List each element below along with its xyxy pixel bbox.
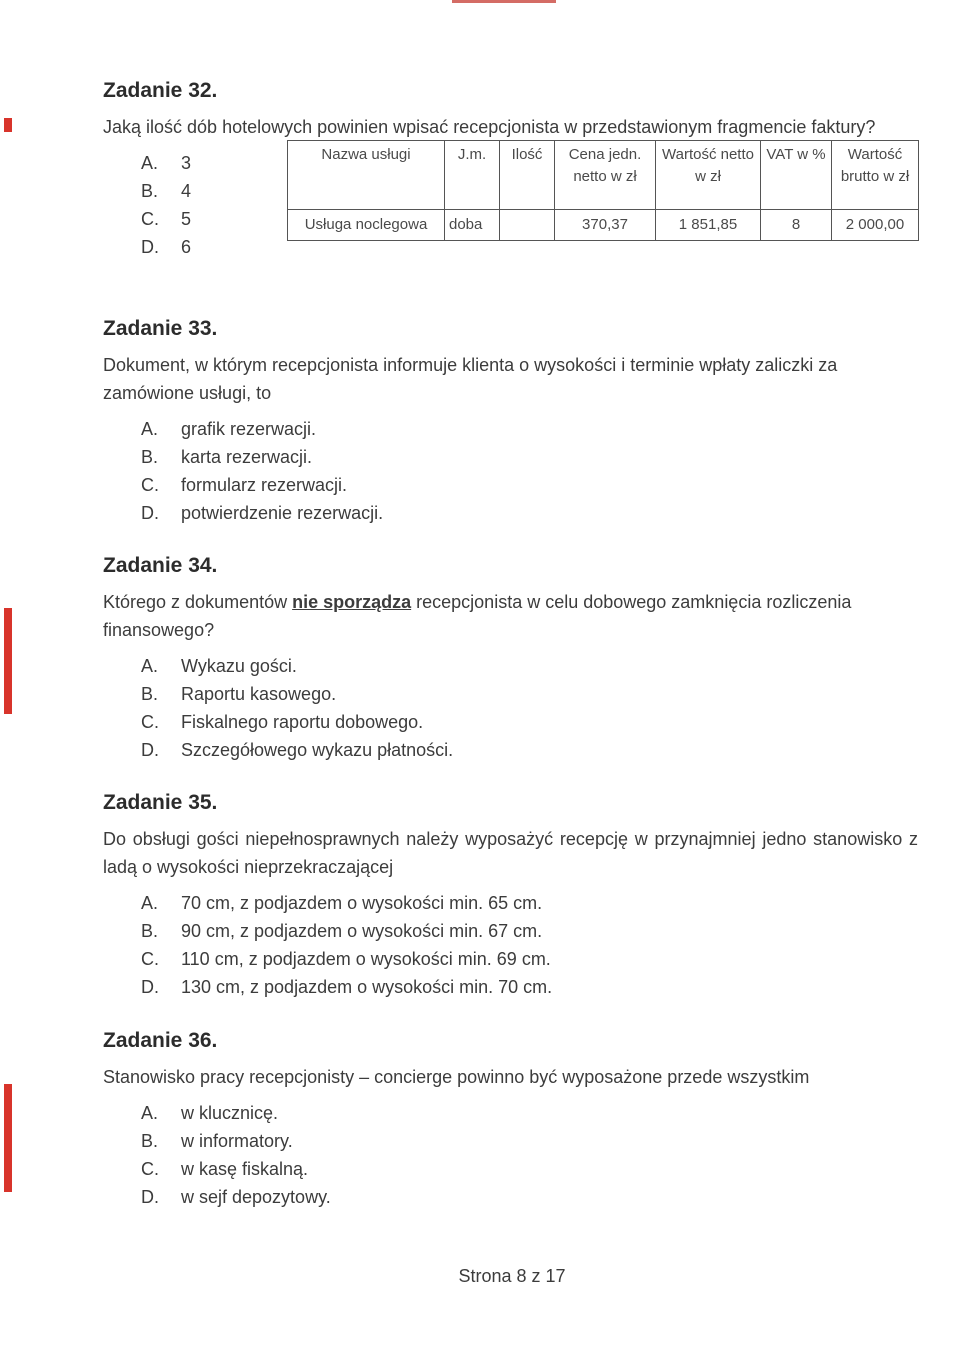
answer-option[interactable]: D. potwierdzenie rezerwacji. (141, 503, 384, 523)
task-title: Zadanie 33. (103, 317, 218, 340)
table-cell: 1 851,85 (656, 210, 761, 241)
answer-option[interactable]: D. w sejf depozytowy. (141, 1187, 331, 1207)
task-title: Zadanie 36. (103, 1029, 218, 1052)
table-cell: doba (445, 210, 500, 241)
task-question: Do obsługi gości niepełnosprawnych należy wyposażyć recepcję w przynajmniej jedno stanowisko z ladą o wysokości nieprzekraczającej (103, 829, 918, 877)
answer-option[interactable]: B. 90 cm, z podjazdem o wysokości min. 67 cm. (141, 921, 543, 941)
scan-edge-mark (4, 118, 12, 132)
col-header: Ilość (500, 141, 555, 210)
answer-option[interactable]: A. w klucznicę. (141, 1103, 279, 1123)
answer-option[interactable]: B. Raportu kasowego. (141, 684, 337, 704)
task-title: Zadanie 32. (103, 79, 218, 102)
task-title: Zadanie 34. (103, 554, 218, 577)
answer-list (103, 415, 918, 527)
task-question: Którego z dokumentów nie sporządza recepcjonista w celu dobowego zamknięcia rozliczenia finansowego? (103, 592, 852, 640)
task-title: Zadanie 35. (103, 791, 218, 814)
answer-option[interactable]: D. 6 (141, 237, 192, 257)
col-header: Wartość netto w zł (656, 141, 761, 210)
answer-option[interactable]: D. Szczegółowego wykazu płatności. (141, 740, 454, 760)
scan-edge-mark (4, 608, 12, 714)
task-question: Dokument, w którym recepcjonista informuje klienta o wysokości i terminie wpłaty zaliczki za zamówione usługi, to (103, 355, 838, 403)
page-number: Strona 8 z 17 (458, 1266, 566, 1286)
task-question: Jaką ilość dób hotelowych powinien wpisać recepcjonista w przedstawionym fragmencie faktury? (103, 117, 876, 137)
emphasis-underline: nie sporządza (292, 592, 412, 612)
answer-option[interactable]: A. 3 (141, 153, 192, 173)
col-header: Nazwa usługi (288, 141, 445, 210)
answer-option[interactable]: C. 110 cm, z podjazdem o wysokości min. 69 cm. (141, 949, 551, 969)
invoice-table (287, 140, 919, 241)
task-34 (103, 554, 918, 764)
answer-option[interactable]: B. 4 (141, 181, 192, 201)
answer-option[interactable]: B. karta rezerwacji. (141, 447, 313, 467)
col-header: VAT w % (761, 141, 832, 210)
answer-list (103, 889, 918, 1001)
answer-option[interactable]: A. grafik rezerwacji. (141, 419, 317, 439)
answer-option[interactable]: B. w informatory. (141, 1131, 293, 1151)
answer-list (103, 1099, 918, 1211)
answer-option[interactable]: C. w kasę fiskalną. (141, 1159, 309, 1179)
answer-option[interactable]: C. Fiskalnego raportu dobowego. (141, 712, 424, 732)
task-question: Stanowisko pracy recepcjonisty – concierge powinno być wyposażone przede wszystkim (103, 1067, 810, 1087)
task-33 (103, 317, 918, 527)
answer-option[interactable]: C. formularz rezerwacji. (141, 475, 348, 495)
scan-edge-mark (4, 1084, 12, 1192)
col-header: Wartość brutto w zł (832, 141, 919, 210)
table-cell: 8 (761, 210, 832, 241)
table-cell-empty (500, 210, 555, 241)
col-header: J.m. (445, 141, 500, 210)
table-cell: 2 000,00 (832, 210, 919, 241)
answer-option[interactable]: D. 130 cm, z podjazdem o wysokości min. 70 cm. (141, 977, 553, 997)
answer-list (103, 652, 918, 764)
task-36 (103, 1029, 918, 1211)
task-35 (103, 791, 918, 1001)
table-cell: 370,37 (555, 210, 656, 241)
table-cell: Usługa noclegowa (288, 210, 445, 241)
answer-option[interactable]: A. 70 cm, z podjazdem o wysokości min. 65 cm. (141, 893, 543, 913)
answer-option[interactable]: C. 5 (141, 209, 192, 229)
answer-option[interactable]: A. Wykazu gości. (141, 656, 297, 676)
scan-mark-top (452, 0, 556, 3)
col-header: Cena jedn. netto w zł (555, 141, 656, 210)
